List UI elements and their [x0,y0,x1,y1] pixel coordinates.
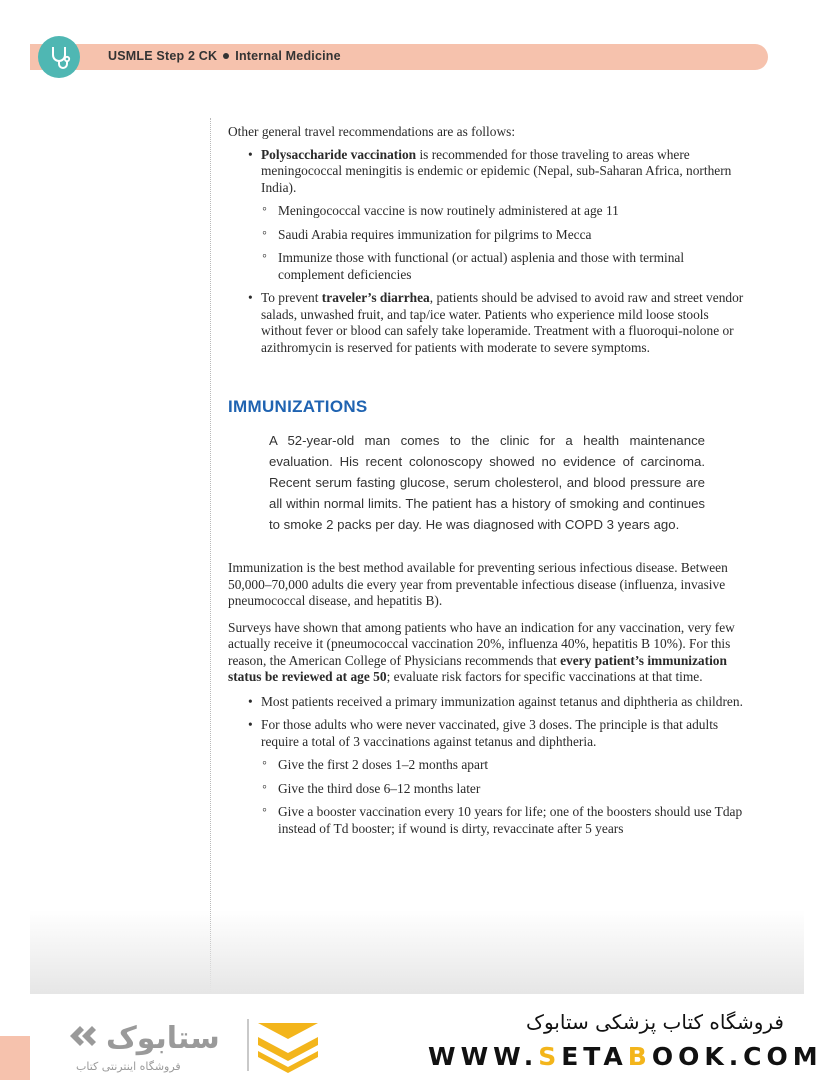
paragraph: Immunization is the best method available for preventing serious infectious disease. Between 50,000–70,000 adults die every year from preventable infectious disease (influenza, invasive pneumococcal disease, and hepatitis B). [228,560,728,608]
subject-title: Internal Medicine [235,49,341,63]
page-bottom-fade [30,910,804,994]
margin-rule [210,118,211,998]
sub-list-item: ◦ Give a booster vaccination every 10 years for life; one of the boosters should use Tdap instead of Td booster; if wound is dirty, revaccinate after 5 years [261,804,753,837]
sub-list-item: ◦ Saudi Arabia requires immunization for pilgrims to Mecca [261,227,748,244]
sub-list-item: ◦ Meningococcal vaccine is now routinely administered at age 11 [261,203,748,220]
list-item: • Most patients received a primary immunization against tetanus and diphtheria as children. [228,694,753,711]
term-bold: Polysaccharide vaccination [261,146,417,162]
term-bold: traveler’s diarrhea [321,290,430,305]
footer-tagline: فروشگاه اینترنتی کتاب [76,1060,181,1073]
emphasis-bold: every patient’s immunization status be reviewed at age 50 [228,652,727,684]
paragraph: Surveys have shown that among patients who have an indication for any vaccination, very few actually receive it (pneumococcal vaccination 20%, influenza 40%, hepatitis B 10%). For this reason, the American College of Physicians recommends that every patient’s immunization status be reviewed at age 50; evaluate risk factors for specific vaccinations at that time. [228,619,735,684]
travel-intro: Other general travel recommendations are as follows: [228,124,516,139]
sub-list-item: ◦ Give the first 2 doses 1–2 months apart [261,757,753,774]
running-header [108,49,341,63]
clinical-case: A 52-year-old man comes to the clinic for a health maintenance evaluation. His recent colonoscopy showed no evidence of carcinoma. Recent serum fasting glucose, serum cholesterol, and blood pressure are all within normal limits. The patient has a history of smoking and continues to smoke 2 packs per day. He was diagnosed with COPD 3 years ago. [269,433,705,532]
stethoscope-icon [38,36,80,78]
sub-list-item: ◦ Immunize those with functional (or actual) asplenia and those with terminal complement deficiencies [261,250,748,283]
section-heading: IMMUNIZATIONS [228,397,368,416]
shop-name: فروشگاه کتاب پزشکی ستابوک [526,1010,784,1034]
chevron-logo-icon [246,1015,328,1075]
footer-accent [0,1036,30,1080]
separator-dot [223,53,229,59]
logo-wordmark: ستابوک [106,1021,220,1056]
list-item: • Polysaccharide vaccination is recommended for those traveling to areas where meningococcal meningitis is endemic or epidemic (Nepal, sub-Saharan Africa, northern India). ◦ Meningococcal vaccine is now routinely administered at age 11 ◦ Saudi Arabia requires immunization for pilgrims to Mecca ◦ Immunize those with functional (or actual) asplenia and those with terminal complement deficiencies [228,147,748,284]
list-item: • For those adults who were never vaccinated, give 3 doses. The principle is that adults require a total of 3 vaccinations against tetanus and diphtheria. ◦ Give the first 2 doses 1–2 months apart ◦ Give the third dose 6–12 months later ◦ Give a booster vaccination every 10 years for life; one of the boosters should use Tdap instead of Td booster; if wound is dirty, revaccinate after 5 years [228,717,753,837]
immunization-body [228,560,753,844]
sub-list-item: ◦ Give the third dose 6–12 months later [261,781,753,798]
travel-section [228,124,748,363]
list-item: • To prevent traveler’s diarrhea, patients should be advised to avoid raw and street vendor salads, unwashed fruit, and tap/ice water. Patients who experience mild loose stools without fever or blood can safely take loperamide. Treatment with a fluoroqui-nolone or azithromycin is reserved for patients with moderate to severe symptoms. [228,290,748,356]
book-title: USMLE Step 2 CK [108,49,218,63]
website-url[interactable]: WWW.SETABOOK.COM [428,1042,823,1071]
